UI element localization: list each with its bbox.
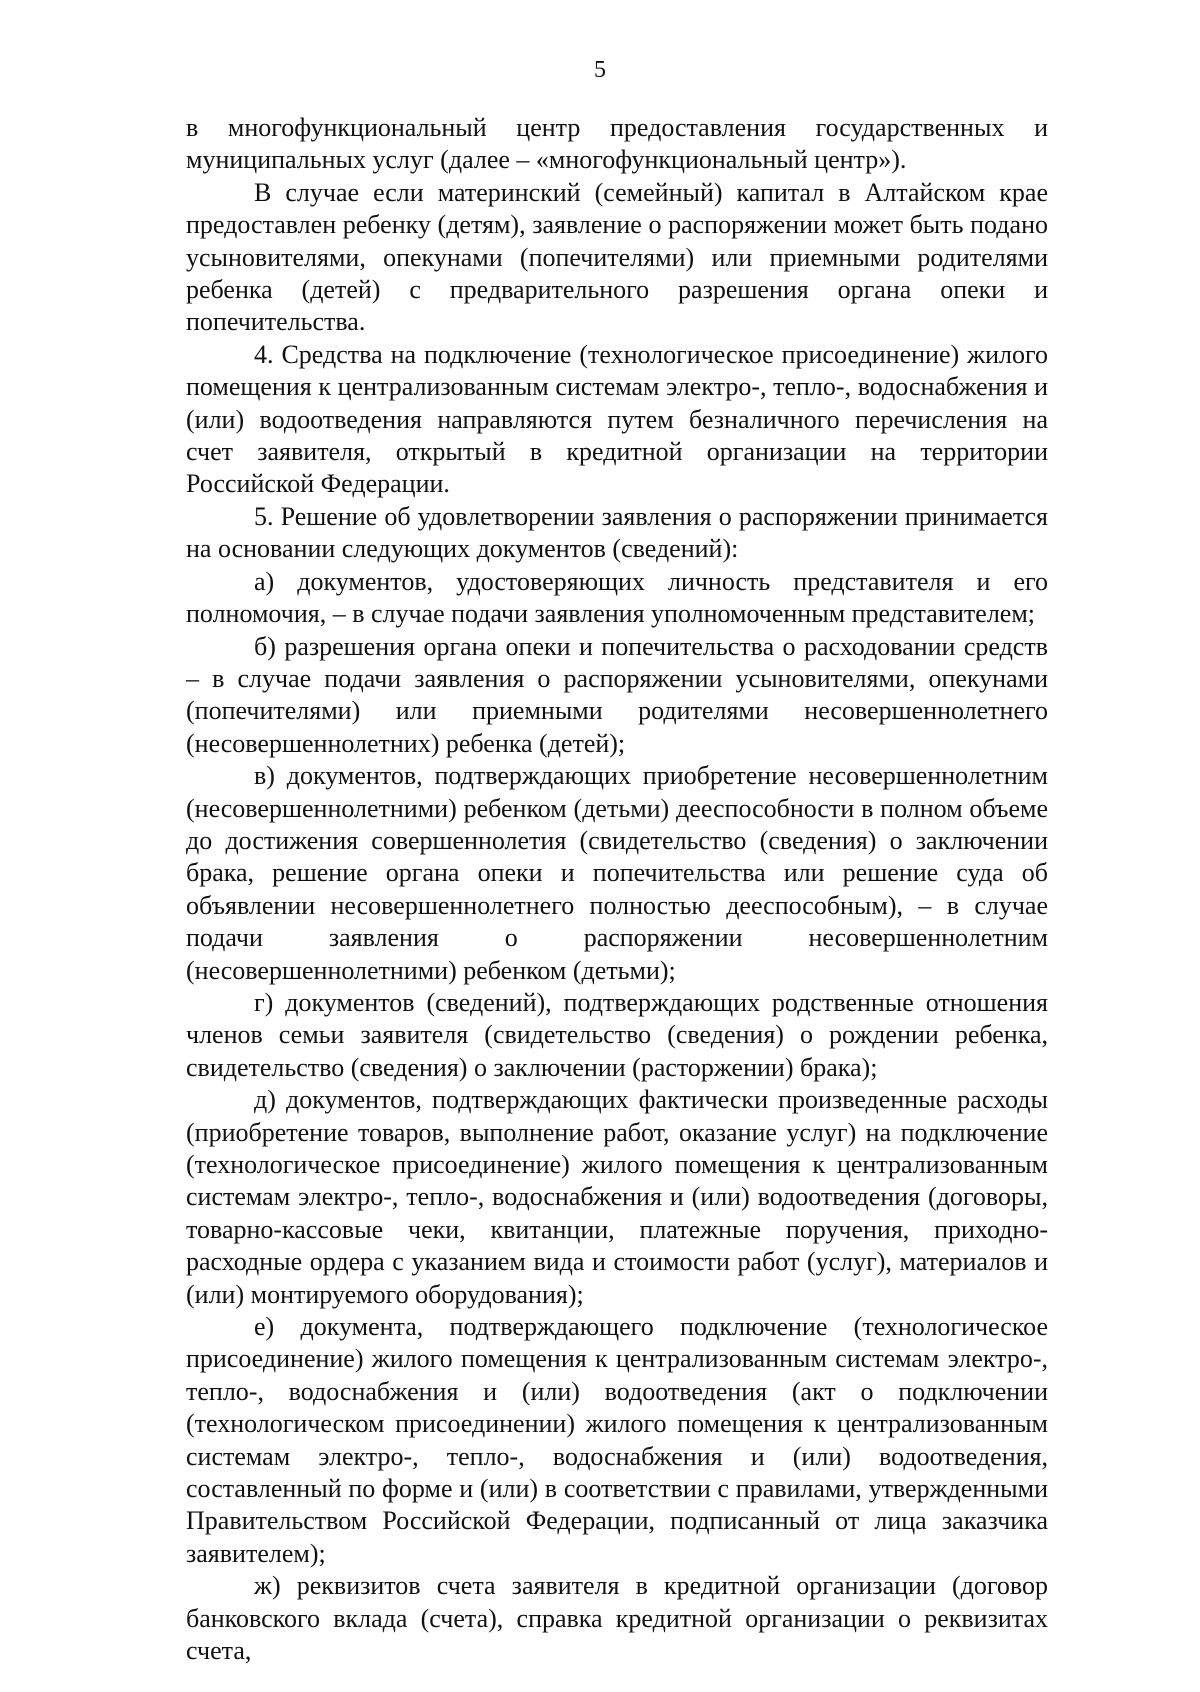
document-body (186, 112, 1048, 1668)
paragraph-subitem-zh: ж) реквизитов счета заявителя в кредитной организации (договор банковского вклада (счета), справка кредитной организации о реквизитах счета, (186, 1571, 1048, 1666)
paragraph-subitem-b: б) разрешения органа опеки и попечительства о расходовании средств – в случае подачи заявления о распоряжении усыновителями, опекунами (попечителями) или приемными родителями несовершеннолетнего (несовершеннолетних) ребенка (детей); (186, 631, 1048, 758)
paragraph-subitem-e: е) документа, подтверждающего подключение (технологическое присоединение) жилого помещения к централизованным системам электро-, тепло-, водоснабжения и (или) водоотведения (акт о подключении (технологическом присоединении) жилого помещения к централизованным системам электро-, тепло-, водоснабжения и (или) водоотведения, составленный по форме и (или) в соответствии с правилами, утвержденными Правительством Российской Федерации, подписанный от лица заказчика заявителем); (186, 1312, 1048, 1568)
paragraph-guardian-application: В случае если материнский (семейный) капитал в Алтайском крае предоставлен ребенку (детям), заявление о распоряжении может быть подано усыновителями, опекунами (попечителями) или приемными родителями ребенка (детей) с предварительного разрешения органа опеки и попечительства. (186, 177, 1048, 337)
paragraph-subitem-d: д) документов, подтверждающих фактически произведенные расходы (приобретение товаров, выполнение работ, оказание услуг) на подключение (технологическое присоединение) жилого помещения к централизованным системам электро-, тепло-, водоснабжения и (или) водоотведения (договоры, товарно-кассовые чеки, квитанции, платежные поручения, приходно-расходные ордера с указанием вида и стоимости работ (услуг), материалов и (или) монтируемого оборудования); (186, 1085, 1048, 1309)
paragraph-item-4: 4. Средства на подключение (технологическое присоединение) жилого помещения к централизованным системам электро-, тепло-, водоснабжения и (или) водоотведения направляются путем безналичного перечисления на счет заявителя, открытый в кредитной организации на территории Российской Федерации. (186, 339, 1048, 499)
paragraph-subitem-v: в) документов, подтверждающих приобретение несовершеннолетним (несовершеннолетними) ребенком (детьми) дееспособности в полном объеме до достижения совершеннолетия (свидетельство (сведения) о заключении брака, решение органа опеки и попечительства или решение суда об объявлении несовершеннолетнего полностью дееспособным), – в случае подачи заявления о распоряжении несовершеннолетним (несовершеннолетними) ребенком (детьми); (186, 761, 1048, 985)
paragraph-subitem-a: а) документов, удостоверяющих личность представителя и его полномочия, – в случае подачи заявления уполномоченным представителем; (186, 566, 1048, 629)
paragraph-continuation: в многофункциональный центр предоставления государственных и муниципальных услуг (далее – «многофункциональный центр»). (186, 113, 1048, 175)
page-number: 5 (594, 57, 606, 83)
paragraph-item-5: 5. Решение об удовлетворении заявления о распоряжении принимается на основании следующих документов (сведений): (186, 501, 1048, 564)
paragraph-subitem-g: г) документов (сведений), подтверждающих родственные отношения членов семьи заявителя (свидетельство (сведения) о рождении ребенка, свидетельство (сведения) о заключении (расторжении) брака); (186, 987, 1048, 1082)
